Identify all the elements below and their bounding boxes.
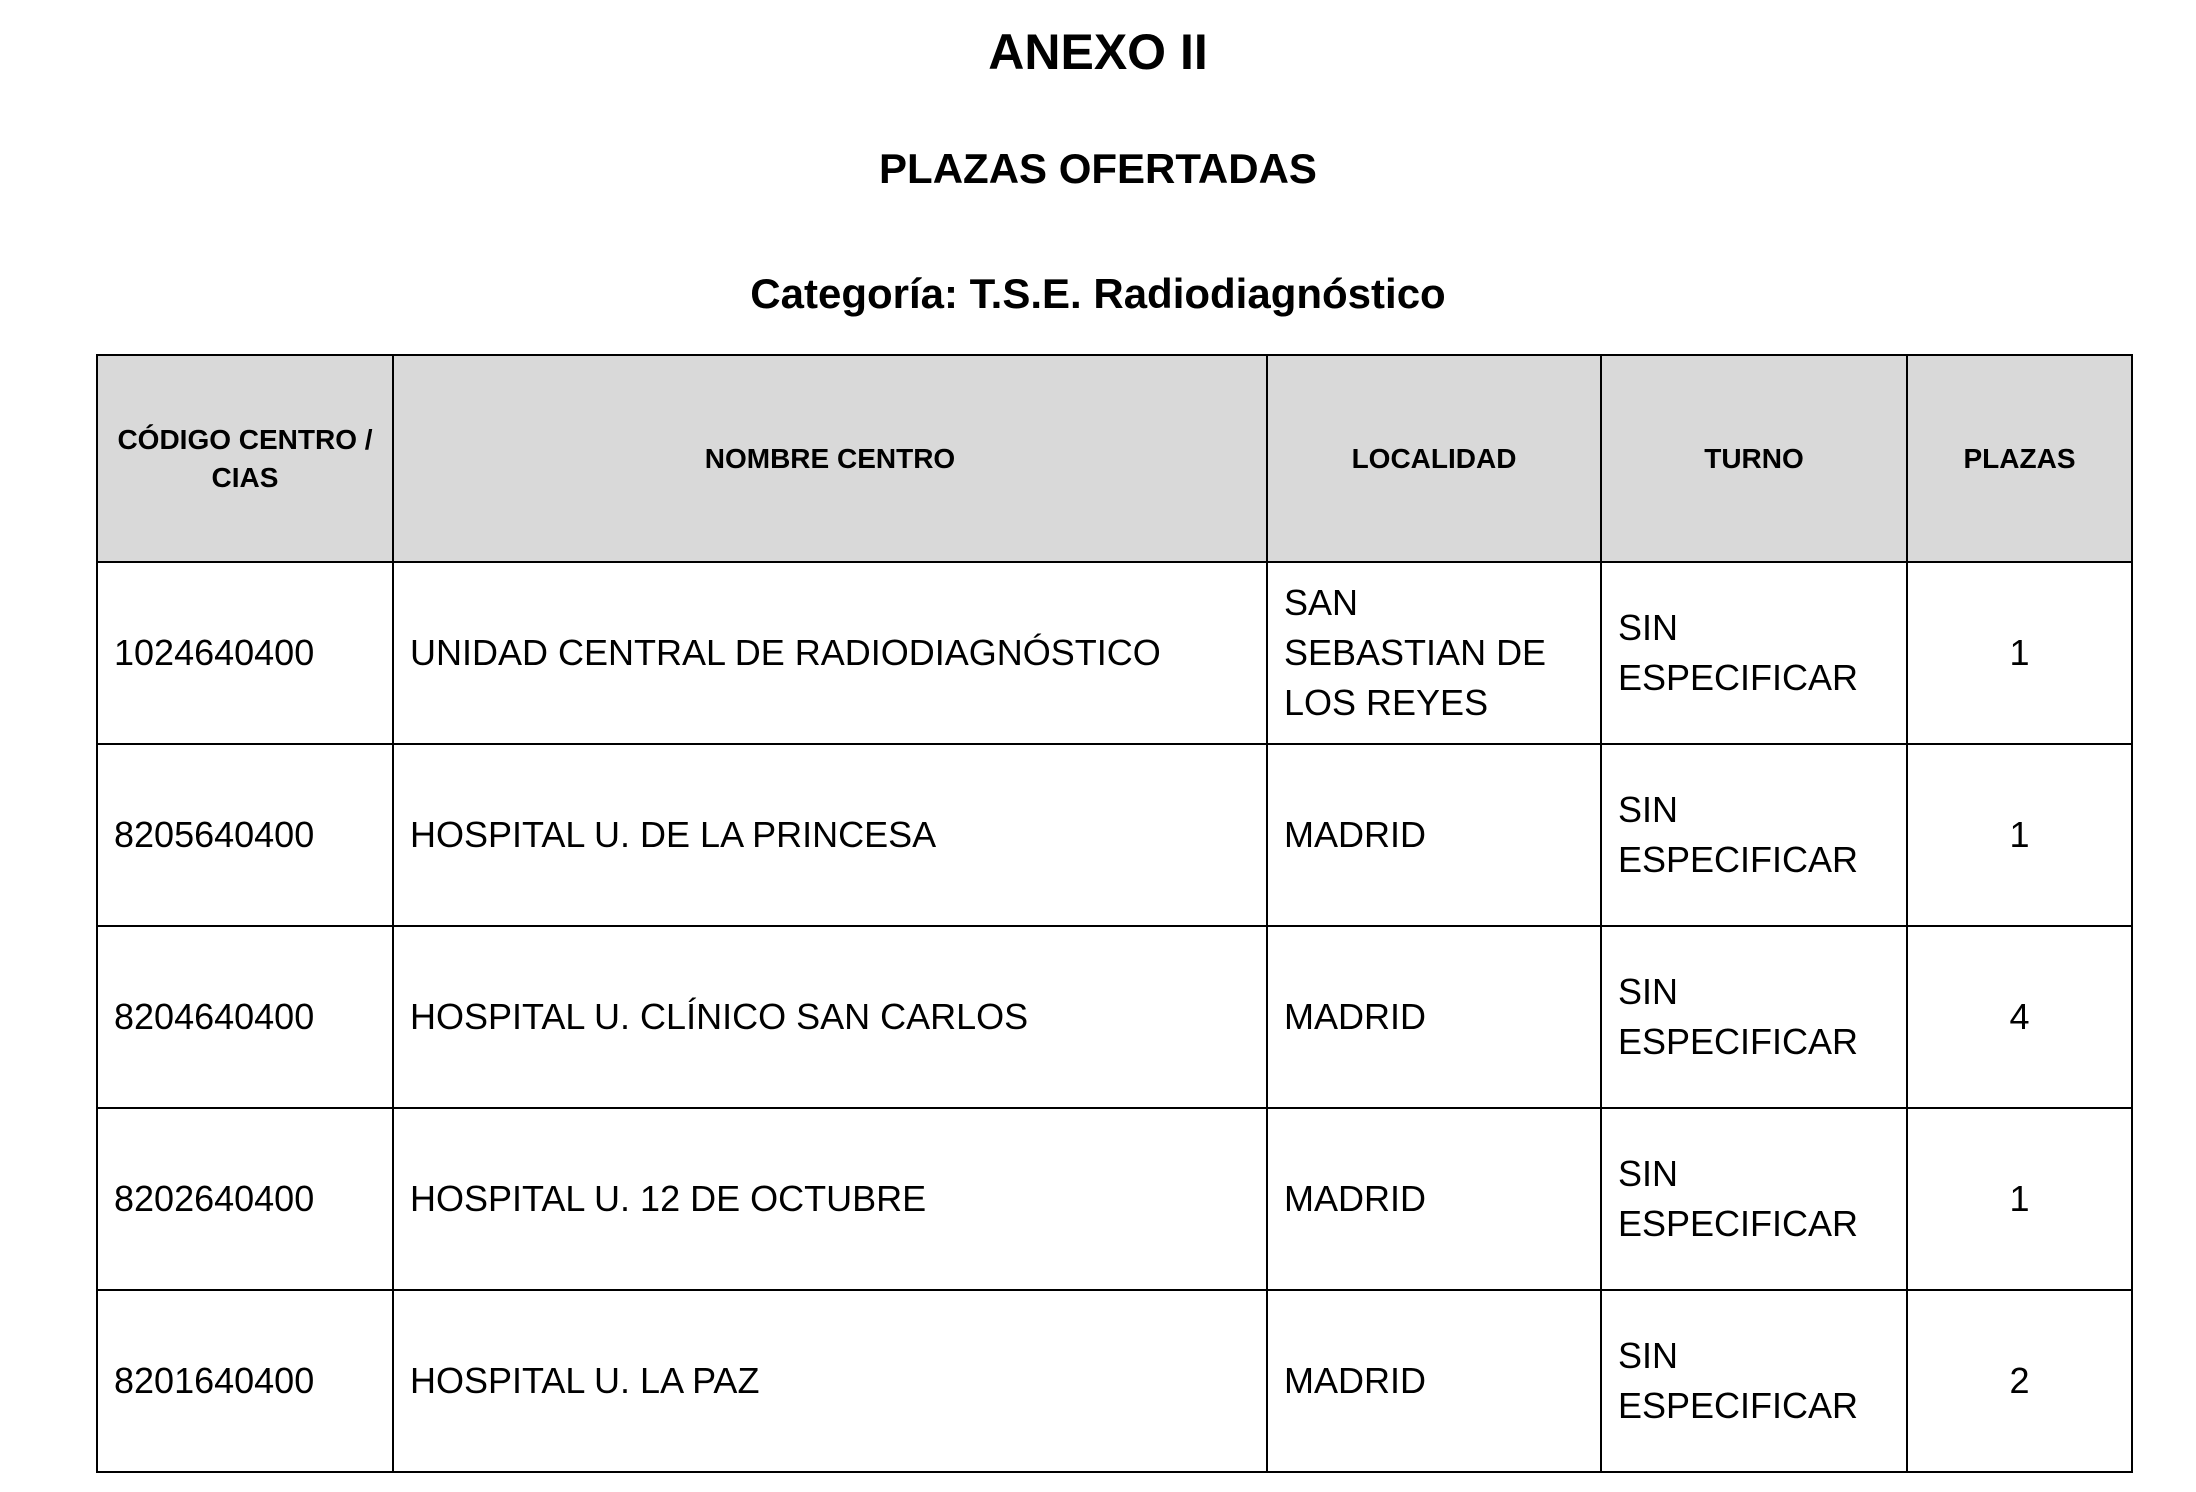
table-row [97,1290,2132,1472]
cell-codigo: 1024640400 [97,562,393,744]
header-row [97,355,2132,562]
cell-codigo: 8204640400 [97,926,393,1108]
cell-localidad: MADRID [1267,1108,1601,1290]
cell-nombre: HOSPITAL U. LA PAZ [393,1290,1267,1472]
table-header [97,355,2132,562]
category-heading: Categoría: T.S.E. Radiodiagnóstico [750,270,1446,317]
table-row [97,562,2132,744]
cell-localidad: MADRID [1267,926,1601,1108]
cell-codigo: 8205640400 [97,744,393,926]
cell-plazas: 2 [1907,1290,2132,1472]
cell-plazas: 4 [1907,926,2132,1108]
cell-turno: SIN ESPECIFICAR [1601,1108,1907,1290]
header-nombre: NOMBRE CENTRO [393,355,1267,562]
plazas-table-container [96,354,2131,1473]
table-row [97,926,2132,1108]
cell-nombre: HOSPITAL U. 12 DE OCTUBRE [393,1108,1267,1290]
document-subtitle: PLAZAS OFERTADAS [879,145,1317,192]
cell-plazas: 1 [1907,1108,2132,1290]
header-plazas: PLAZAS [1907,355,2132,562]
document-title: ANEXO II [988,24,1208,80]
cell-turno: SIN ESPECIFICAR [1601,562,1907,744]
header-turno: TURNO [1601,355,1907,562]
cell-localidad [1267,562,1601,744]
cell-localidad: MADRID [1267,744,1601,926]
cell-nombre: UNIDAD CENTRAL DE RADIODIAGNÓSTICO [393,562,1267,744]
cell-plazas: 1 [1907,562,2132,744]
cell-turno: SIN ESPECIFICAR [1601,926,1907,1108]
cell-nombre: HOSPITAL U. CLÍNICO SAN CARLOS [393,926,1267,1108]
table-row [97,744,2132,926]
cell-turno: SIN ESPECIFICAR [1601,744,1907,926]
cell-plazas: 1 [1907,744,2132,926]
cell-localidad: MADRID [1267,1290,1601,1472]
plazas-table [96,354,2133,1473]
cell-codigo: 8201640400 [97,1290,393,1472]
table-row [97,1108,2132,1290]
header-codigo [97,355,393,562]
header-localidad: LOCALIDAD [1267,355,1601,562]
table-body [97,562,2132,1472]
cell-codigo: 8202640400 [97,1108,393,1290]
header-codigo-label: CÓDIGO CENTRO / CIAS [117,423,373,493]
cell-nombre: HOSPITAL U. DE LA PRINCESA [393,744,1267,926]
cell-localidad-label: SAN SEBASTIAN DE LOS REYES [1284,582,1547,723]
cell-turno: SIN ESPECIFICAR [1601,1290,1907,1472]
